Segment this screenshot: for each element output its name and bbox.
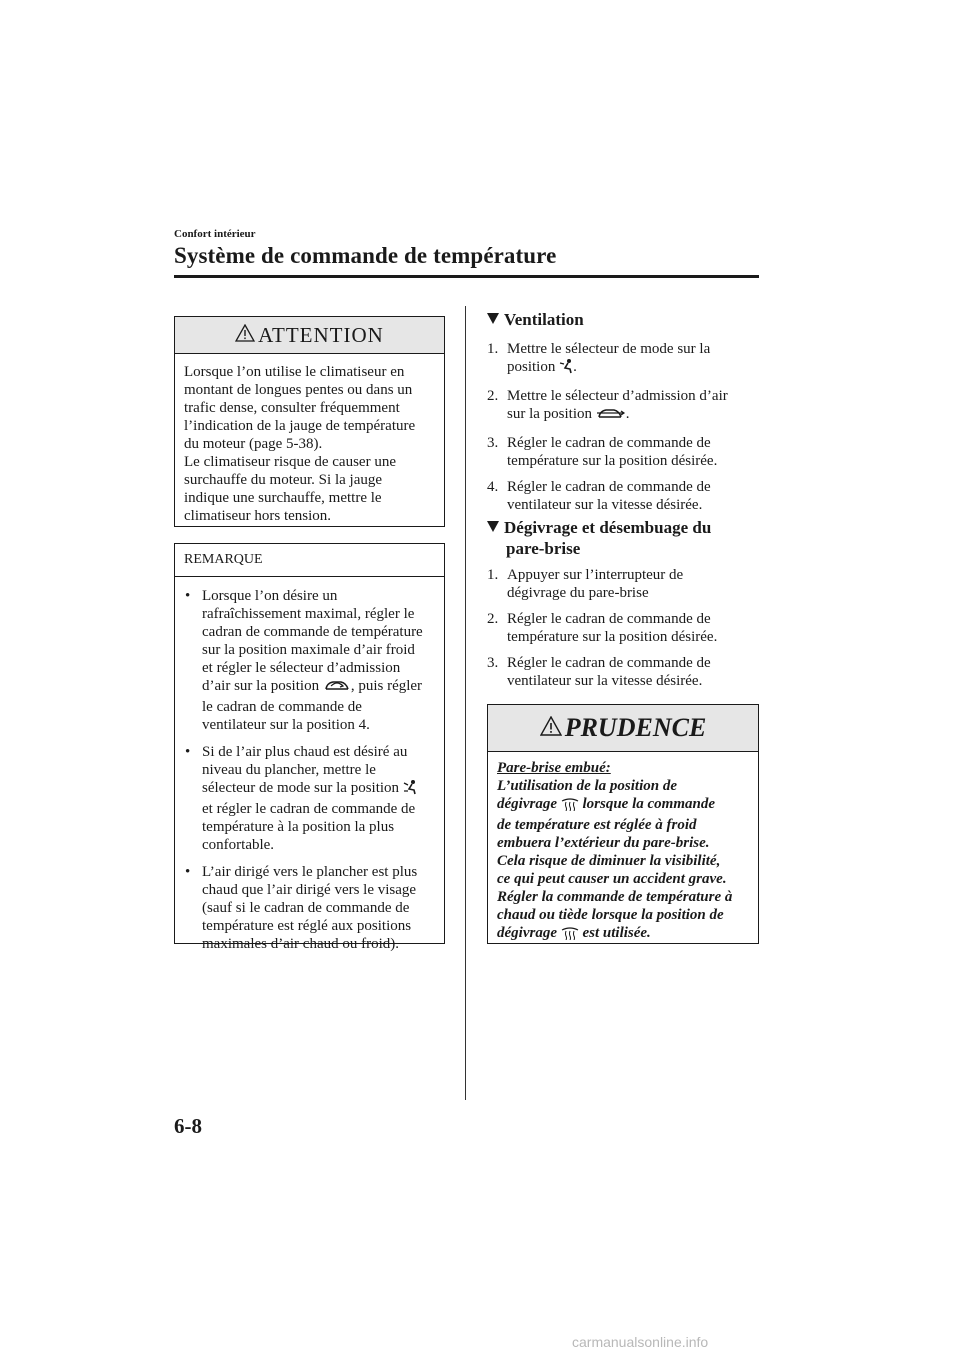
warning-triangle-icon	[235, 323, 255, 348]
prudence-line: L’utilisation de la position de	[497, 778, 678, 794]
step-line	[507, 358, 759, 379]
prudence-text	[488, 752, 758, 945]
ventilation-heading-text: Ventilation	[504, 310, 584, 329]
remarque-line: (sauf si le cadran de commande de	[202, 900, 410, 916]
remarque-text: sélecteur de mode sur la position	[202, 780, 400, 796]
step-number: 1.	[487, 341, 499, 357]
remarque-line: cadran de commande de température	[202, 624, 423, 640]
remarque-list	[175, 577, 444, 953]
remarque-line: sur la position maximale d’air froid	[202, 642, 415, 658]
prudence-line: embuera l’extérieur du pare-brise.	[497, 835, 710, 851]
step-line: température sur la position désirée.	[507, 629, 718, 645]
step-line: Mettre le sélecteur d’admission d’air	[507, 388, 728, 404]
remarque-line: température est réglé aux positions	[202, 918, 412, 934]
remarque-line: ventilateur sur la position 4.	[202, 717, 370, 733]
bullet: •	[185, 864, 191, 880]
degivrage-heading-line	[487, 518, 711, 538]
remarque-line: chaud que l’air dirigé vers le visage	[202, 882, 417, 898]
recirculation-icon	[323, 679, 351, 698]
attention-line: Le climatiseur risque de causer une	[184, 454, 396, 470]
step-number: 4.	[487, 479, 499, 495]
ventilation-heading	[487, 310, 584, 330]
attention-box	[174, 316, 445, 527]
remarque-line: confortable.	[202, 837, 275, 853]
prudence-text-part: est utilisée.	[582, 925, 651, 941]
title-rule	[174, 275, 759, 278]
page-number: 6-8	[174, 1114, 202, 1138]
step-line	[507, 405, 759, 426]
step-number: 1.	[487, 567, 499, 583]
list-item	[185, 863, 438, 953]
attention-heading: ATTENTION	[258, 322, 384, 347]
prudence-line: chaud ou tiède lorsque la position de	[497, 907, 724, 923]
list-item	[487, 434, 759, 470]
prudence-text-part: dégivrage	[497, 796, 557, 812]
prudence-header	[488, 705, 758, 752]
step-line: dégivrage du pare-brise	[507, 585, 649, 601]
prudence-title: Pare-brise embué:	[497, 760, 611, 776]
remarque-line: rafraîchissement maximal, régler le	[202, 606, 415, 622]
step-text: sur la position	[507, 406, 592, 422]
step-number: 3.	[487, 435, 499, 451]
list-item	[487, 566, 759, 602]
remarque-line: niveau du plancher, mettre le	[202, 762, 376, 778]
attention-line: climatiseur hors tension.	[184, 508, 332, 524]
step-line: ventilateur sur la vitesse désirée.	[507, 673, 703, 689]
prudence-line: ce qui peut causer un accident grave.	[497, 871, 727, 887]
remarque-line: et régler le sélecteur d’admission	[202, 660, 401, 676]
remarque-text: , puis régler	[350, 678, 423, 694]
ventilation-steps	[487, 340, 759, 514]
list-item	[487, 654, 759, 690]
defroster-icon	[561, 927, 579, 945]
prudence-heading: PRUDENCE	[564, 713, 707, 742]
watermark: carmanualsonline.info	[572, 1334, 709, 1350]
remarque-line	[202, 779, 438, 800]
attention-line: surchauffe du moteur. Si la jauge	[184, 472, 383, 488]
remarque-text: d’air sur la position	[202, 678, 320, 694]
attention-line: indique une surchauffe, mettre le	[184, 490, 382, 506]
remarque-heading: REMARQUE	[184, 552, 263, 567]
attention-line: l’indication de la jauge de température	[184, 418, 416, 434]
outside-air-icon	[596, 407, 626, 426]
prudence-box	[487, 704, 759, 944]
prudence-text-part: dégivrage	[497, 925, 557, 941]
list-item	[185, 743, 438, 854]
step-number: 2.	[487, 611, 499, 627]
list-item	[487, 610, 759, 646]
face-mode-icon	[559, 358, 573, 379]
triangle-marker-icon	[487, 521, 499, 532]
remarque-line: et régler le cadran de commande de	[202, 801, 416, 817]
step-line: température sur la position désirée.	[507, 453, 718, 469]
remarque-line: L’air dirigé vers le plancher est plus	[202, 864, 418, 880]
attention-line: du moteur (page 5-38).	[184, 436, 323, 452]
step-line: Régler le cadran de commande de	[507, 435, 711, 451]
list-item	[487, 340, 759, 379]
section-label: Confort intérieur	[174, 228, 256, 240]
step-line: Régler le cadran de commande de	[507, 611, 711, 627]
bullet: •	[185, 744, 191, 760]
list-item	[487, 387, 759, 426]
step-text: .	[573, 359, 577, 375]
remarque-line: Lorsque l’on désire un	[202, 588, 338, 604]
remarque-line: le cadran de commande de	[202, 699, 362, 715]
remarque-line: Si de l’air plus chaud est désiré au	[202, 744, 408, 760]
prudence-line: Régler la commande de température à	[497, 889, 733, 905]
list-item	[185, 587, 438, 734]
step-text: .	[625, 406, 630, 422]
prudence-line	[497, 924, 752, 945]
step-line: Régler le cadran de commande de	[507, 655, 711, 671]
degivrage-steps	[487, 566, 759, 690]
prudence-line: Cela risque de diminuer la visibilité,	[497, 853, 721, 869]
step-number: 2.	[487, 388, 499, 404]
attention-line: trafic dense, consulter fréquemment	[184, 400, 400, 416]
remarque-box	[174, 543, 445, 952]
remarque-header	[175, 544, 444, 577]
floor-face-mode-icon	[403, 779, 417, 800]
attention-line: Lorsque l’on utilise le climatiseur en	[184, 364, 405, 380]
attention-header	[175, 317, 444, 354]
page-title: Système de commande de température	[174, 243, 557, 268]
step-line: Mettre le sélecteur de mode sur la	[507, 341, 711, 357]
column-divider	[465, 306, 466, 1100]
warning-triangle-icon	[540, 713, 562, 743]
degivrage-heading	[487, 518, 711, 559]
prudence-line	[497, 795, 752, 816]
remarque-line: température à la position la plus	[202, 819, 395, 835]
step-line: Appuyer sur l’interrupteur de	[507, 567, 684, 583]
remarque-line: maximales d’air chaud ou froid).	[202, 936, 400, 952]
step-line: Régler le cadran de commande de	[507, 479, 711, 495]
attention-line: montant de longues pentes ou dans un	[184, 382, 413, 398]
degivrage-heading-text: pare-brise	[506, 539, 581, 558]
defroster-icon	[561, 798, 579, 816]
prudence-text-part: lorsque la commande	[582, 796, 715, 812]
step-text: position	[507, 359, 556, 375]
list-item	[487, 478, 759, 514]
triangle-marker-icon	[487, 313, 499, 324]
attention-text	[175, 354, 444, 525]
step-line: ventilateur sur la vitesse désirée.	[507, 497, 703, 513]
prudence-line: de température est réglée à froid	[497, 817, 697, 833]
step-number: 3.	[487, 655, 499, 671]
remarque-line	[202, 677, 438, 698]
degivrage-heading-text: Dégivrage et désembuage du	[504, 518, 712, 537]
bullet: •	[185, 588, 191, 604]
